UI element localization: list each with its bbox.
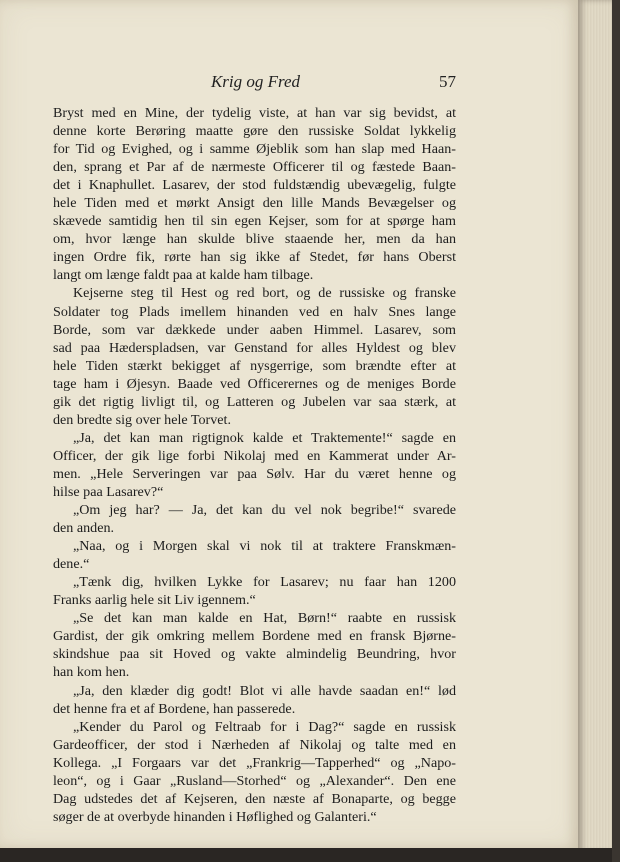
text-line: „Naa, og i Morgen skal vi nok til at traktere Franskmæn- [73, 538, 456, 555]
text-line: Borde, som var dækkede under aaben Himmel. Lasarev, som [53, 321, 456, 338]
text-line: sad paa Hæderspladsen, var Genstand for alles Hyldest og blev [53, 339, 456, 356]
text-line: Kejserne steg til Hest og red bort, og de russiske og franske [73, 285, 456, 302]
text-line: den bredte sig over hele Torvet. [53, 411, 231, 428]
running-title: Krig og Fred [210, 72, 301, 91]
text-line: for Tid og Evighed, og i samme Øjeblik som han slap med Haan- [53, 141, 456, 158]
text-line: skindshue paa sit Hoved og vakte almindelig Beundring, hvor [53, 646, 456, 663]
text-line: „Kender du Parol og Feltraab for i Dag?“ sagde en russisk [73, 718, 456, 735]
background-bottom [0, 848, 612, 862]
page-header [55, 72, 456, 94]
text-line: hilse paa Lasarev?“ [53, 483, 164, 500]
text-line: denne korte Berøring maatte gøre den russiske Soldat lykkelig [53, 123, 456, 140]
text-line: den anden. [53, 520, 115, 537]
text-line: skævede samtidig hen til sin egen Kejser, som for at spørge ham [53, 213, 456, 230]
text-line: men. „Hele Serveringen var paa Sølv. Har du været henne og [53, 465, 456, 482]
text-line: Officer, der gik lige forbi Nikolaj med en Kammerat under Ar- [53, 447, 456, 464]
text-line: tage ham i Øjesyn. Baade ved Officerernes og de meniges Borde [53, 375, 456, 392]
text-line: Franks aarlig hele sit Liv igennem.“ [53, 592, 256, 609]
text-line: hele Tiden stærkt bekigget af nysgerrige, som brændte efter at [53, 357, 456, 374]
text-line: Soldater tog Plads imellem hinanden ved en halv Snes lange [53, 303, 456, 320]
text-line: „Tænk dig, hvilken Lykke for Lasarev; nu faar han 1200 [73, 574, 456, 591]
text-line: om, hvor længe han skulde blive staaende her, men da han [53, 231, 456, 248]
text-line: hele Tiden med et mørkt Ansigt den lille Mands Bevægelser og [53, 195, 456, 212]
body-text [53, 104, 456, 826]
text-line: dene.“ [53, 556, 90, 573]
text-line: „Om jeg har? — Ja, det kan du vel nok begribe!“ svarede [73, 502, 456, 519]
text-line: „Se det kan man kalde en Hat, Børn!“ raabte en russisk [73, 610, 456, 627]
text-line: Gardeofficer, der stod i Nærheden af Nikolaj og talte med en [53, 736, 456, 753]
text-line: leon“, og i Gaar „Rusland—Storhed“ og „Alexander“. Den ene [53, 772, 456, 789]
text-line: Kollega. „I Forgaars var det „Frankrig—Tapperhed“ og „Napo- [53, 754, 456, 771]
text-line: det i Knaphullet. Lasarev, der stod fuldstændig ubevægelig, fulgte [53, 177, 456, 194]
text-line: den, sprang et Par af de nærmeste Officerer til og fæstede Baan- [53, 159, 456, 176]
text-line: det henne fra et af Bordene, han passerede. [53, 700, 296, 717]
text-line: Gardist, der gik omkring mellem Bordene med en fransk Bjørne- [53, 628, 456, 645]
page-number: 57 [439, 72, 456, 91]
text-line: søger de at overbyde hinanden i Høflighed og Galanteri.“ [53, 808, 377, 825]
text-line: gik det rigtig livligt til, og Latteren og Jubelen var saa stærk, at [53, 393, 456, 410]
text-line: „Ja, den klæder dig godt! Blot vi alle havde saadan en!“ lød [73, 682, 456, 699]
text-line: langt om længe faldt paa at kalde ham tilbage. [53, 267, 314, 284]
page-block-edge [578, 0, 612, 852]
text-line: ingen Ordre fik, rørte han sig ikke af Stedet, før hans Oberst [53, 249, 456, 266]
text-line: „Ja, det kan man rigtignok kalde et Traktemente!“ sagde en [73, 429, 456, 446]
text-line: Dag udstedes det af Kejseren, den næste af Bonaparte, og begge [53, 790, 456, 807]
text-line: han kom hen. [53, 664, 130, 681]
book-cover-edge [612, 0, 620, 862]
text-line: Bryst med en Mine, der tydelig viste, at han var sig bevidst, at [53, 105, 456, 121]
